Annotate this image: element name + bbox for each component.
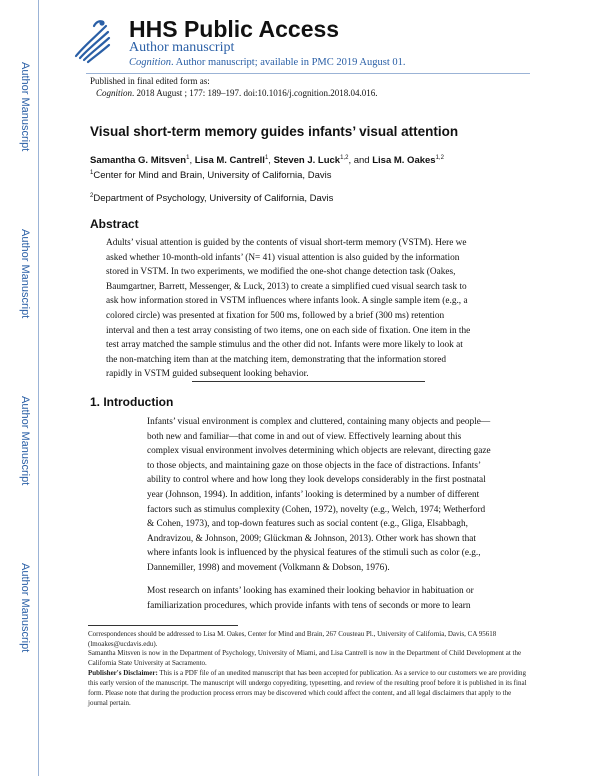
published-journal: Cognition xyxy=(96,88,133,98)
affiliation-number: 2 xyxy=(90,193,94,199)
affiliation-number: 1 xyxy=(90,170,94,176)
intro-line: Infants’ visual environment is complex and cluttered, containing many objects and people— xyxy=(147,417,491,427)
author-sup: 1,2 xyxy=(435,155,444,161)
header-citation-rest: . Author manuscript; available in PMC 2019 August 01. xyxy=(171,57,406,68)
sidebar-label-4: Author Manuscript xyxy=(19,563,31,653)
abstract-line: rapidly in VSTM guided subsequent looking behavior. xyxy=(106,369,309,380)
intro-line: to those objects, and maintaining gaze on those objects in the face of distractions. Infants’ xyxy=(147,460,482,471)
abstract-rule xyxy=(192,381,425,382)
abstract-line: test array matched the sample stimulus and the other did not. Infants were more likely to look at xyxy=(106,340,463,351)
intro-line: both new and familiar—that come in and out of view. Effectively learning about this xyxy=(147,431,462,442)
author-separator: , xyxy=(268,155,274,166)
published-rest: . 2018 August ; 177: 189–197. doi:10.1016/j.cognition.2018.04.016. xyxy=(132,88,378,98)
footnote-affiliation-note: Samantha Mitsven is now in the Department of Psychology, University of Miami, and Lisa Cantrell is now in the Department of Child Development at the California State University at Sacramento. xyxy=(88,649,522,667)
affiliation-1 xyxy=(90,170,331,181)
intro-line: where infants look is influenced by the physical features of the stimuli such as color (e.g., xyxy=(147,548,481,559)
author-name: Lisa M. Oakes xyxy=(372,155,436,166)
abstract-line: stored in VSTM. In two experiments, we modified the one-shot change detection task (Oakes, xyxy=(106,267,456,278)
abstract-line: colored circle) was presented at fixation for 500 ms, followed by a brief (300 ms) retention xyxy=(106,310,445,321)
intro-line: complex visual environment involves determining which objects are relevant, directing gaze xyxy=(147,446,491,457)
author-separator: , xyxy=(189,155,195,166)
published-line-2 xyxy=(96,88,378,98)
footnote-disclaimer xyxy=(88,668,528,708)
header-title: HHS Public Access xyxy=(129,16,340,42)
affiliation-text: Center for Mind and Brain, University of California, Davis xyxy=(93,170,332,181)
author-name: Samantha G. Mitsven xyxy=(90,155,187,166)
author-and: , and xyxy=(348,155,373,166)
introduction-para-2 xyxy=(147,584,529,613)
header-rule xyxy=(86,73,530,74)
affiliation-text: Department of Psychology, University of California, Davis xyxy=(93,193,334,204)
hhs-eagle-logo-icon xyxy=(72,16,112,64)
abstract-heading: Abstract xyxy=(90,217,139,231)
introduction-heading: 1. Introduction xyxy=(90,395,174,409)
author-list xyxy=(90,155,444,166)
affiliation-2 xyxy=(90,193,333,204)
abstract-line: interval and then a test array consisting of two items, one on each side of fixation. One item in the xyxy=(106,325,471,336)
intro-line: & Cohen, 1973), and top-down features such as social content (e.g., Gliga, Elsabbagh, xyxy=(147,519,468,530)
sidebar-divider xyxy=(38,0,39,776)
abstract-line: ask how information stored in VSTM influences where infants look. A single sample item (e.g., a xyxy=(106,296,468,307)
intro-line: factors such as stimulus complexity (Cohen, 1972), novelty (e.g., Welch, 1974; Wetherford xyxy=(147,504,486,515)
abstract-body xyxy=(106,236,516,382)
disclaimer-text: This is a PDF file of an unedited manuscript that has been accepted for publication. As a service to our customers we are providing this early version of the manuscript. The manuscript will undergo copyediting, typesetting, and review of the resulting proof before it is published in its final form. Please note that during the production process errors may be discovered which could affect the content, and all legal disclaimers that apply to the journal pertain. xyxy=(88,669,527,707)
sidebar-label-3: Author Manuscript xyxy=(19,396,31,486)
intro-line: Andravizou, & Johnson, 2009; Glückman & Johnson, 2013). Other work has shown that xyxy=(147,533,476,544)
abstract-line: Baumgartner, Barrett, Messenger, & Luck, 2013) to create a simplified cued visual search task to xyxy=(106,281,467,292)
footnote-rule xyxy=(88,625,238,626)
article-title: Visual short-term memory guides infants’ visual attention xyxy=(90,124,459,139)
author-sup: 1,2 xyxy=(340,155,349,161)
intro-line: year (Johnson, 1994). In addition, infants’ looking is determined by a number of different xyxy=(147,489,480,500)
header-citation-journal: Cognition xyxy=(129,57,172,68)
author-sup: 1 xyxy=(186,155,190,161)
intro-line: Most research on infants’ looking has examined their looking behavior in habituation or xyxy=(147,586,474,596)
header-subtitle: Author manuscript xyxy=(129,40,235,55)
intro-line: familiarization procedures, which provide infants with tens of seconds or more to learn xyxy=(147,600,471,611)
footnote-correspondence: Correspondences should be addressed to Lisa M. Oakes, Center for Mind and Brain, 267 Cousteau Pl., University of California, Davis, CA 95618 (lmoakes@ucdavis.edu). xyxy=(88,630,497,648)
intro-line: Dannemiller, 1998) and movement (Volkmann & Dobson, 1976). xyxy=(147,562,390,573)
disclaimer-label: Publisher's Disclaimer: xyxy=(88,669,158,677)
sidebar-label-1: Author Manuscript xyxy=(19,62,31,152)
abstract-line: Adults’ visual attention is guided by the contents of visual short-term memory (VSTM). Here we xyxy=(106,238,467,248)
header-citation xyxy=(129,57,406,68)
author-name: Lisa M. Cantrell xyxy=(194,155,265,166)
author-sup: 1 xyxy=(264,155,269,161)
abstract-line: asked whether 10-month-old infants’ (N= 41) visual attention is also guided by the information xyxy=(106,252,460,263)
sidebar-label-2: Author Manuscript xyxy=(19,229,31,319)
intro-line: ability to control where and how long they look develops considerably in the first postnatal xyxy=(147,475,486,486)
published-line-1: Published in final edited form as: xyxy=(90,76,210,86)
introduction-para-1 xyxy=(147,415,529,576)
abstract-line: the non-matching item than at the matching item, demonstrating that the information stored xyxy=(106,354,447,365)
author-name: Steven J. Luck xyxy=(273,155,341,166)
